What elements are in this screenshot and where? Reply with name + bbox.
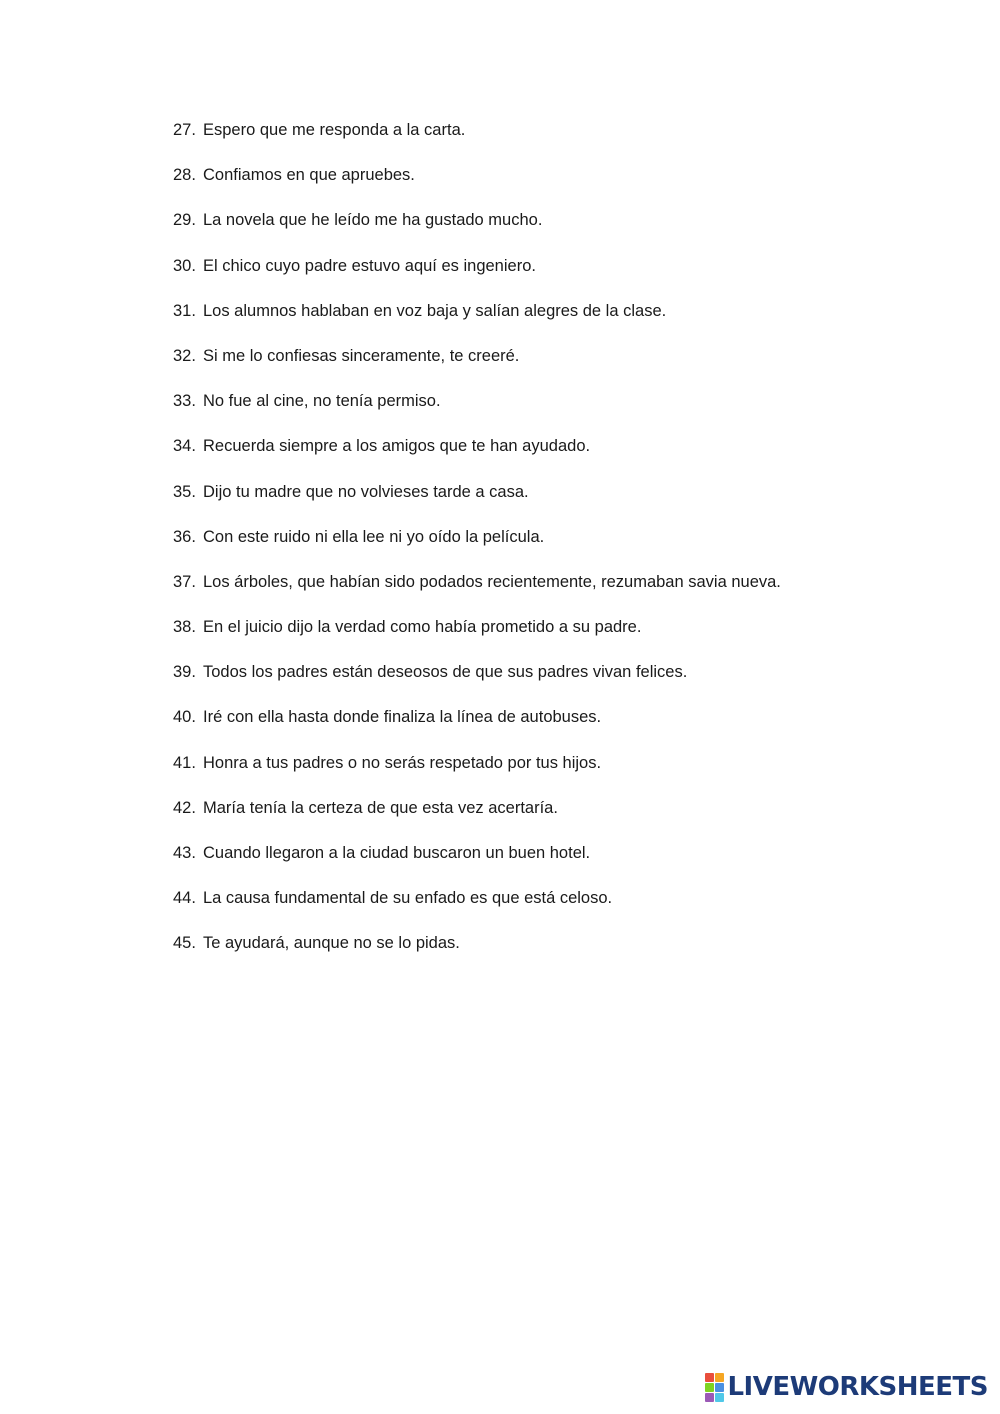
sentence-text: En el juicio dijo la verdad como había prometido a su padre. — [203, 618, 642, 637]
sentence-text: Los árboles, que habían sido podados recientemente, rezumaban savia nueva. — [203, 572, 781, 591]
sentence-text: Iré con ella hasta donde finaliza la línea de autobuses. — [203, 708, 602, 727]
item-number: 30. — [173, 256, 196, 275]
liveworksheets-logo-icon — [705, 1373, 724, 1402]
item-number: 32. — [173, 346, 196, 365]
item-number: 40. — [173, 708, 196, 727]
item-number: 31. — [173, 301, 196, 320]
item-number: 33. — [173, 392, 196, 411]
item-number: 41. — [173, 753, 196, 772]
sentence-item — [173, 570, 781, 615]
item-number: 39. — [173, 663, 196, 682]
sentence-item — [173, 344, 781, 389]
sentence-text: Recuerda siempre a los amigos que te han ayudado. — [203, 437, 591, 456]
logo-cell — [715, 1393, 724, 1402]
item-number: 34. — [173, 437, 196, 456]
logo-cell — [715, 1373, 724, 1382]
sentence-list — [173, 118, 781, 977]
liveworksheets-brand — [705, 1372, 988, 1402]
sentence-item — [173, 660, 781, 705]
item-number: 29. — [173, 211, 196, 230]
sentence-item — [173, 163, 781, 208]
item-number: 28. — [173, 166, 196, 185]
sentence-item — [173, 389, 781, 434]
sentence-item — [173, 299, 781, 344]
sentence-text: Dijo tu madre que no volvieses tarde a casa. — [203, 482, 529, 501]
sentence-text: La novela que he leído me ha gustado mucho. — [203, 211, 543, 230]
brand-name: LIVEWORKSHEETS — [727, 1372, 988, 1402]
sentence-text: Honra a tus padres o no serás respetado por tus hijos. — [203, 753, 602, 772]
item-number: 42. — [173, 798, 196, 817]
sentence-item — [173, 254, 781, 299]
sentence-text: Te ayudará, aunque no se lo pidas. — [203, 934, 460, 953]
item-number: 35. — [173, 482, 196, 501]
sentence-text: El chico cuyo padre estuvo aquí es ingeniero. — [203, 256, 536, 275]
sentence-text: Los alumnos hablaban en voz baja y salían alegres de la clase. — [203, 301, 667, 320]
sentence-item — [173, 841, 781, 886]
item-number: 43. — [173, 844, 196, 862]
sentence-text: Todos los padres están deseosos de que sus padres vivan felices. — [203, 663, 688, 682]
sentence-item — [173, 705, 781, 750]
sentence-item — [173, 931, 781, 976]
sentence-item — [173, 525, 781, 570]
sentence-item — [173, 796, 781, 841]
item-number: 27. — [173, 121, 196, 139]
sentence-item — [173, 208, 781, 253]
sentence-text: Con este ruido ni ella lee ni yo oído la película. — [203, 527, 545, 546]
logo-cell — [705, 1393, 714, 1402]
sentence-text: No fue al cine, no tenía permiso. — [203, 392, 441, 411]
sentence-item — [173, 118, 781, 163]
sentence-item — [173, 480, 781, 525]
item-number: 44. — [173, 889, 196, 908]
sentence-text: Cuando llegaron a la ciudad buscaron un buen hotel. — [203, 844, 591, 862]
sentence-item — [173, 886, 781, 931]
item-number: 38. — [173, 618, 196, 637]
logo-cell — [715, 1383, 724, 1392]
item-number: 37. — [173, 572, 196, 591]
sentence-item — [173, 751, 781, 796]
sentence-text: La causa fundamental de su enfado es que está celoso. — [203, 889, 613, 908]
sentence-text: María tenía la certeza de que esta vez acertaría. — [203, 798, 558, 817]
item-number: 45. — [173, 934, 196, 953]
logo-cell — [705, 1383, 714, 1392]
item-number: 36. — [173, 527, 196, 546]
sentence-text: Si me lo confiesas sinceramente, te creeré. — [203, 346, 520, 365]
sentence-text: Espero que me responda a la carta. — [203, 121, 466, 139]
sentence-text: Confiamos en que apruebes. — [203, 166, 415, 185]
sentence-item — [173, 434, 781, 479]
logo-cell — [705, 1373, 714, 1382]
sentence-item — [173, 615, 781, 660]
